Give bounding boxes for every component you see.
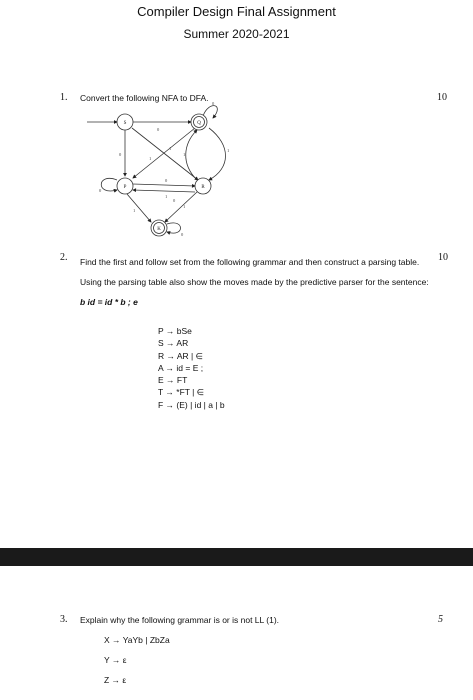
question-3-number: 3. [60, 614, 68, 625]
state-q: Q [197, 121, 201, 126]
production-line: E → FT [158, 375, 188, 386]
edge-label: 0 [99, 188, 102, 193]
question-2-marks: 10 [438, 252, 448, 263]
question-3-text: Explain why the following grammar is or is not LL (1). [80, 615, 280, 625]
ll1-grammar [104, 630, 170, 690]
question-2-prompt: Find the first and follow set from the following grammar and then construct a parsing table. Using the parsing table also show the moves made by the predictive parser for the sentence: [80, 257, 429, 287]
edge-label: 1 [165, 194, 168, 199]
question-1-marks: 10 [437, 92, 447, 103]
state-k: K [157, 227, 161, 232]
state-s: S [123, 121, 127, 126]
question-1-text: Convert the following NFA to DFA. [80, 93, 209, 103]
production-line: Y → ε [104, 655, 127, 665]
edge-label: 0 [165, 178, 168, 183]
page-divider [0, 548, 473, 566]
edge-label: 1 [227, 148, 230, 153]
production-line: T → *FT | ∈ [158, 387, 205, 398]
production-line: R → AR | ∈ [158, 350, 204, 361]
question-3-marks: 5 [438, 614, 443, 625]
page-two [0, 566, 473, 700]
edge-label: 0 [173, 198, 176, 203]
production-line: Z → ε [104, 675, 127, 685]
edge-label: 1 [149, 156, 152, 161]
edge-label: 0 [157, 127, 160, 132]
nfa-diagram [85, 100, 245, 245]
question-2-sentence: b id = id * b ; e [80, 297, 138, 307]
production-line: S → AR [158, 338, 189, 349]
document-title: Compiler Design Final Assignment [137, 4, 336, 19]
edge-label: 1 [169, 146, 172, 151]
document-subtitle: Summer 2020-2021 [183, 27, 290, 41]
production-line: X → YaYb | ZbZa [104, 635, 170, 645]
question-2-number: 2. [60, 252, 68, 263]
state-p: P [123, 185, 127, 190]
question-1-number: 1. [60, 92, 68, 103]
edge-label: 0 [119, 152, 122, 157]
question-2-text [80, 252, 430, 312]
edge-label: 0 [181, 232, 184, 237]
grammar-productions [158, 325, 225, 411]
production-line: F → (E) | id | a | b [158, 399, 225, 410]
production-line: A → id = E ; [158, 362, 204, 373]
edge-label: 1 [183, 152, 186, 157]
edge-label: 1 [183, 204, 186, 209]
edge-label: 1 [133, 208, 136, 213]
production-line: P → bSe [158, 326, 192, 336]
edge-label: 0 [212, 101, 215, 106]
state-r: R [201, 185, 205, 190]
